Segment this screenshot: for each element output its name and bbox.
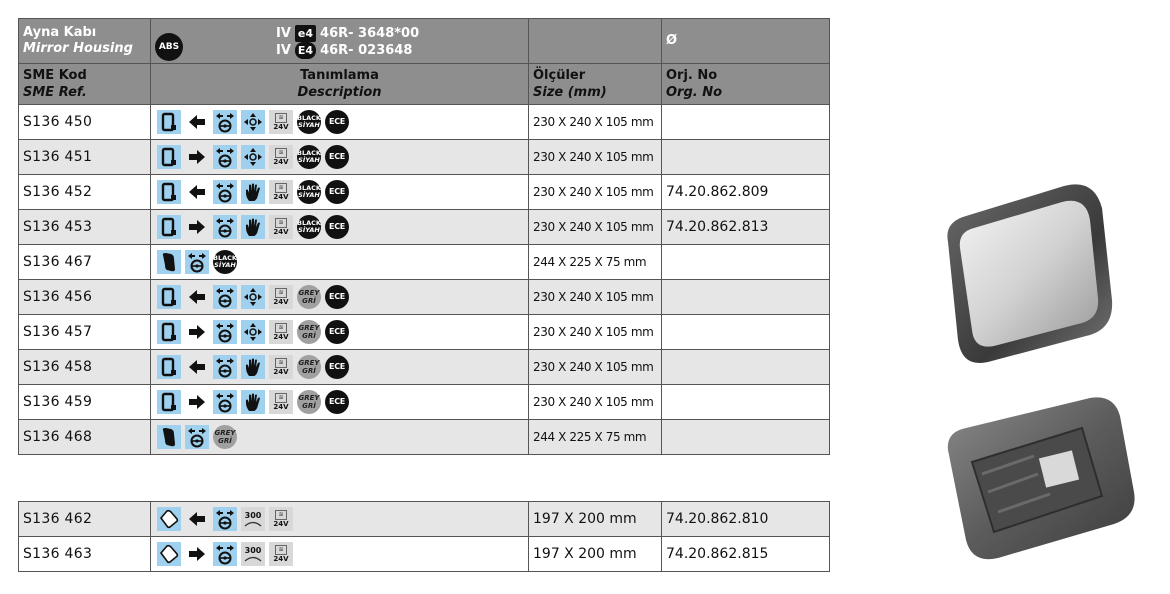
steering-adjust-icon: [213, 355, 237, 379]
feature-icons: [155, 425, 524, 449]
approval-row-1: IV e4 46R- 3648*00: [276, 26, 420, 41]
size-cell: 230 X 240 X 105 mm: [529, 175, 662, 210]
mirror-glass-table: [18, 501, 830, 572]
heated-24v-icon: ≋ 24V: [269, 355, 293, 379]
table-row: [19, 280, 830, 315]
grey-color-badge-icon: GREY GRİ: [297, 320, 321, 344]
heated-24v-icon: ≋ 24V: [269, 390, 293, 414]
flat-housing-icon: [157, 285, 181, 309]
description-icons-cell: [151, 245, 529, 280]
steering-adjust-icon: [213, 285, 237, 309]
ece-badge-icon: ECE: [325, 145, 349, 169]
heated-24v-icon: ≋ 24V: [269, 320, 293, 344]
housing-title-tr: Ayna Kabı: [23, 25, 97, 40]
manual-adjust-hand-icon: [241, 355, 265, 379]
heated-24v-icon: ≋ 24V: [269, 507, 293, 531]
description-icons-cell: [151, 140, 529, 175]
flat-housing-icon: [157, 180, 181, 204]
original-no-cell: [662, 420, 830, 455]
flat-housing-icon: [157, 390, 181, 414]
size-header-blank: [529, 19, 662, 64]
electric-adjust-icon: [241, 285, 265, 309]
feature-icons: [155, 145, 524, 169]
table-row: [19, 105, 830, 140]
table-row: [19, 140, 830, 175]
size-cell: 230 X 240 X 105 mm: [529, 210, 662, 245]
feature-icons: [155, 285, 524, 309]
heated-24v-icon: ≋ 24V: [269, 180, 293, 204]
convex-radius-icon: 300: [241, 507, 265, 531]
ece-badge-icon: ECE: [325, 180, 349, 204]
heated-24v-icon: ≋ 24V: [269, 110, 293, 134]
sme-code-cell: S136 457: [19, 315, 151, 350]
steering-adjust-icon: [185, 250, 209, 274]
table-row: [19, 210, 830, 245]
description-icons-cell: [151, 280, 529, 315]
header-row-columns: [19, 64, 830, 105]
size-cell: 244 X 225 X 75 mm: [529, 420, 662, 455]
left-arrow-icon: [185, 355, 209, 379]
curved-housing-icon: [157, 250, 181, 274]
ece-badge-icon: ECE: [325, 355, 349, 379]
e4-oval-mark-icon: E4: [295, 42, 316, 59]
feature-icons: [155, 542, 524, 566]
grey-color-badge-icon: GREY GRİ: [297, 355, 321, 379]
sme-code-cell: S136 450: [19, 105, 151, 140]
feature-icons: [155, 180, 524, 204]
description-icons-cell: [151, 350, 529, 385]
table-row: [19, 537, 830, 572]
flat-housing-icon: [157, 355, 181, 379]
size-cell: 244 X 225 X 75 mm: [529, 245, 662, 280]
original-no-cell: 74.20.862.810: [662, 502, 830, 537]
ece-badge-icon: ECE: [325, 285, 349, 309]
sme-code-cell: S136 462: [19, 502, 151, 537]
table-row: [19, 315, 830, 350]
sme-code-cell: S136 467: [19, 245, 151, 280]
feature-icons: [155, 355, 524, 379]
diameter-cell: Ø: [662, 19, 830, 64]
black-color-badge-icon: BLACK SİYAH: [297, 215, 321, 239]
left-arrow-icon: [185, 507, 209, 531]
sme-code-cell: S136 463: [19, 537, 151, 572]
mirror-front-image: [936, 180, 1116, 370]
table-row: [19, 502, 830, 537]
size-cell: 197 X 200 mm: [529, 502, 662, 537]
steering-adjust-icon: [213, 390, 237, 414]
ece-badge-icon: ECE: [325, 390, 349, 414]
original-no-cell: [662, 350, 830, 385]
steering-adjust-icon: [213, 320, 237, 344]
right-arrow-icon: [185, 390, 209, 414]
approval-row-2: IV E4 46R- 023648: [276, 43, 413, 58]
description-icons-cell: [151, 105, 529, 140]
heated-24v-icon: ≋ 24V: [269, 145, 293, 169]
black-color-badge-icon: BLACK SİYAH: [297, 110, 321, 134]
col-description: Tanımlama Description: [151, 64, 529, 105]
size-cell: 230 X 240 X 105 mm: [529, 280, 662, 315]
housing-title-en: Mirror Housing: [23, 41, 133, 56]
abs-badge: ABS: [155, 33, 183, 61]
sme-code-cell: S136 456: [19, 280, 151, 315]
size-cell: 230 X 240 X 105 mm: [529, 385, 662, 420]
original-no-cell: [662, 105, 830, 140]
left-arrow-icon: [185, 285, 209, 309]
convex-radius-icon: 300: [241, 542, 265, 566]
heated-24v-icon: ≋ 24V: [269, 215, 293, 239]
sme-code-cell: S136 451: [19, 140, 151, 175]
description-icons-cell: [151, 420, 529, 455]
steering-adjust-icon: [213, 542, 237, 566]
original-no-cell: [662, 140, 830, 175]
size-cell: 230 X 240 X 105 mm: [529, 350, 662, 385]
size-cell: 197 X 200 mm: [529, 537, 662, 572]
steering-adjust-icon: [185, 425, 209, 449]
steering-adjust-icon: [213, 110, 237, 134]
flat-housing-icon: [157, 110, 181, 134]
electric-adjust-icon: [241, 145, 265, 169]
original-no-cell: [662, 315, 830, 350]
housing-title-cell: [19, 19, 151, 64]
manual-adjust-hand-icon: [241, 390, 265, 414]
left-arrow-icon: [185, 180, 209, 204]
black-color-badge-icon: BLACK SİYAH: [297, 145, 321, 169]
original-no-cell: 74.20.862.809: [662, 175, 830, 210]
description-icons-cell: [151, 315, 529, 350]
original-no-cell: [662, 280, 830, 315]
size-cell: 230 X 240 X 105 mm: [529, 140, 662, 175]
manual-adjust-hand-icon: [241, 180, 265, 204]
manual-adjust-hand-icon: [241, 215, 265, 239]
steering-adjust-icon: [213, 145, 237, 169]
e4-mark-icon: e4: [295, 25, 316, 42]
electric-adjust-icon: [241, 110, 265, 134]
heated-24v-icon: ≋ 24V: [269, 542, 293, 566]
grey-color-badge-icon: GREY GRİ: [297, 285, 321, 309]
sme-code-cell: S136 468: [19, 420, 151, 455]
ece-badge-icon: ECE: [325, 320, 349, 344]
flat-housing-icon: [157, 145, 181, 169]
flat-housing-icon: [157, 215, 181, 239]
original-no-cell: 74.20.862.815: [662, 537, 830, 572]
table-row: [19, 175, 830, 210]
electric-adjust-icon: [241, 320, 265, 344]
glass-shape-icon: [157, 542, 181, 566]
description-icons-cell: [151, 175, 529, 210]
black-color-badge-icon: BLACK SİYAH: [213, 250, 237, 274]
table-row: [19, 385, 830, 420]
feature-icons: [155, 110, 524, 134]
mirror-back-image: [942, 392, 1138, 562]
size-cell: 230 X 240 X 105 mm: [529, 105, 662, 140]
steering-adjust-icon: [213, 507, 237, 531]
original-no-cell: 74.20.862.813: [662, 210, 830, 245]
approval-cell: [151, 19, 529, 64]
heated-24v-icon: ≋ 24V: [269, 285, 293, 309]
right-arrow-icon: [185, 320, 209, 344]
curved-housing-icon: [157, 425, 181, 449]
description-icons-cell: [151, 502, 529, 537]
right-arrow-icon: [185, 145, 209, 169]
ece-badge-icon: ECE: [325, 215, 349, 239]
col-size: Ölçüler Size (mm): [529, 64, 662, 105]
table-row: [19, 245, 830, 280]
black-color-badge-icon: BLACK SİYAH: [297, 180, 321, 204]
col-sme-code: SME Kod SME Ref.: [19, 64, 151, 105]
feature-icons: [155, 215, 524, 239]
sme-code-cell: S136 459: [19, 385, 151, 420]
feature-icons: [155, 320, 524, 344]
glass-shape-icon: [157, 507, 181, 531]
steering-adjust-icon: [213, 215, 237, 239]
feature-icons: [155, 507, 524, 531]
right-arrow-icon: [185, 542, 209, 566]
original-no-cell: [662, 245, 830, 280]
sme-code-cell: S136 452: [19, 175, 151, 210]
table-row: [19, 350, 830, 385]
ece-badge-icon: ECE: [325, 110, 349, 134]
sme-code-cell: S136 458: [19, 350, 151, 385]
original-no-cell: [662, 385, 830, 420]
mirror-housing-table: [18, 18, 830, 455]
description-icons-cell: [151, 210, 529, 245]
feature-icons: [155, 390, 524, 414]
steering-adjust-icon: [213, 180, 237, 204]
col-original-no: Orj. No Org. No: [662, 64, 830, 105]
grey-color-badge-icon: GREY GRİ: [297, 390, 321, 414]
table-row: [19, 420, 830, 455]
left-arrow-icon: [185, 110, 209, 134]
description-icons-cell: [151, 537, 529, 572]
description-icons-cell: [151, 385, 529, 420]
size-cell: 230 X 240 X 105 mm: [529, 315, 662, 350]
sme-code-cell: S136 453: [19, 210, 151, 245]
right-arrow-icon: [185, 215, 209, 239]
header-row-approval: [19, 19, 830, 64]
flat-housing-icon: [157, 320, 181, 344]
grey-color-badge-icon: GREY GRİ: [213, 425, 237, 449]
approval-marks: [276, 25, 419, 59]
feature-icons: [155, 250, 524, 274]
